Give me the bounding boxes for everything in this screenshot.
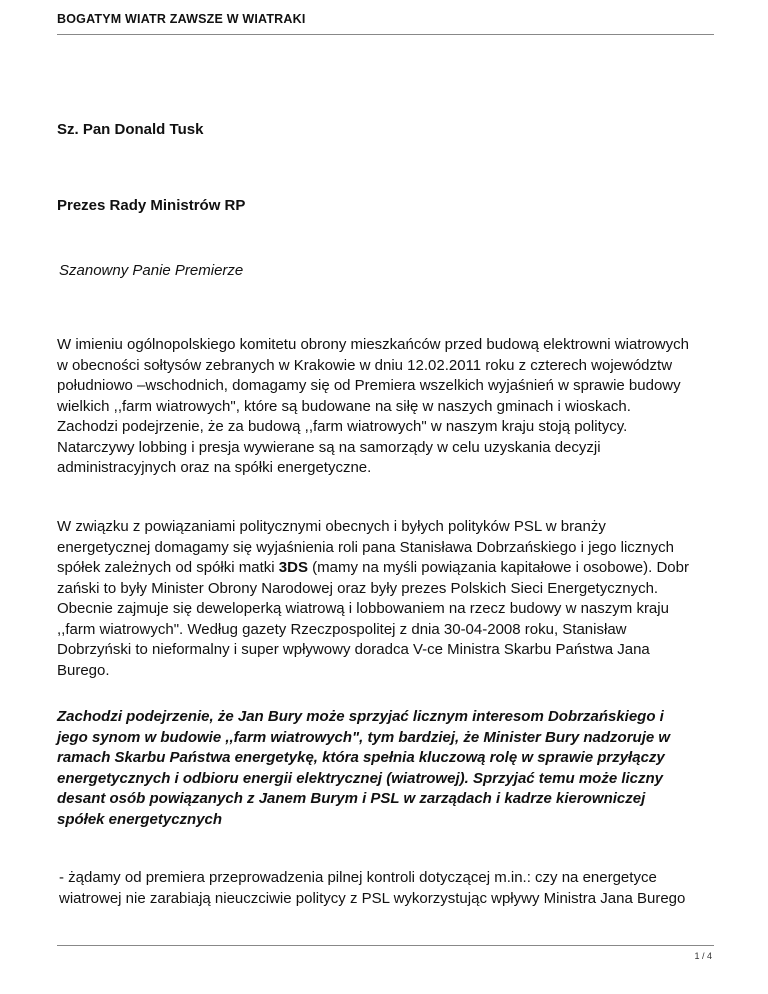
paragraph-line: W imieniu ogólnopolskiego komitetu obrony mieszkańców przed budową elektrowni wiatrowych bbox=[57, 336, 689, 353]
paragraph-line: energetycznych i odbioru energii elektrycznej (wiatrowej). Sprzyjać temu może liczny bbox=[57, 769, 664, 787]
paragraph-line: w obecności sołtysów zebranych w Krakowie w dniu 12.02.2011 roku z czterech województw bbox=[57, 356, 673, 374]
paragraph-line: Natarczywy lobbing i presja wywierane są na samorządy w celu uzyskania decyzji bbox=[57, 438, 601, 456]
header-rule bbox=[57, 34, 714, 35]
paragraph-line: energetycznej domagamy się wyjaśnienia roli pana Stanisława Dobrzańskiego i jego licznych bbox=[57, 538, 674, 556]
paragraph-line: zański to były Minister Obrony Narodowej oraz były prezes Polskich Sieci Energetycznych. bbox=[57, 579, 659, 597]
line-text: (mamy na myśli powiązania kapitałowe i osobowe). Dobr bbox=[307, 559, 689, 576]
page-header-title: BOGATYM WIATR ZAWSZE W WIATRAKI bbox=[57, 12, 306, 26]
paragraph-line: wiatrowej nie zarabiają nieuczciwie politycy z PSL wykorzystując wpływy Ministra Jana Burego bbox=[59, 889, 686, 907]
paragraph-line: Zachodzi podejrzenie, że za budową ,,farm wiatrowych" w naszym kraju stoją politycy. bbox=[57, 418, 628, 435]
company-name-bold: 3DS bbox=[278, 559, 308, 576]
paragraph-2 bbox=[57, 517, 717, 681]
salutation: Szanowny Panie Premierze bbox=[59, 262, 244, 279]
page-number: 1 / 4 bbox=[694, 951, 712, 961]
paragraph-line: desant osób powiązanych z Janem Burym i PSL w zarządach i kadrze kierowniczej bbox=[57, 790, 646, 807]
paragraph-3 bbox=[57, 707, 717, 830]
paragraph-line: Dobrzyński to nieformalny i super wpływowy doradca V-ce Ministra Skarbu Państwa Jana bbox=[57, 641, 650, 658]
paragraph-line: W związku z powiązaniami politycznymi obecnych i byłych polityków PSL w branży bbox=[57, 518, 606, 535]
paragraph-1 bbox=[57, 335, 717, 479]
paragraph-line: ramach Skarbu Państwa energetykę, która spełnia kluczową rolę w sprawie przyłączy bbox=[57, 749, 665, 766]
paragraph-line: jego synom w budowie ,,farm wiatrowych", tym bardziej, że Minister Bury nadzoruje w bbox=[57, 728, 671, 746]
paragraph-line: Obecnie zajmuje się deweloperką wiatrową i lobbowaniem na rzecz budowy w naszym kraju bbox=[57, 600, 669, 617]
paragraph-4 bbox=[59, 868, 719, 909]
paragraph-line bbox=[57, 558, 717, 579]
paragraph-line: administracyjnych oraz na spółki energetyczne. bbox=[57, 459, 372, 476]
line-text: spółek zależnych od spółki matki bbox=[57, 559, 279, 576]
paragraph-line: Burego. bbox=[57, 661, 110, 679]
paragraph-line: Zachodzi podejrzenie, że Jan Bury może sprzyjać licznym interesom Dobrzańskiego i bbox=[57, 708, 664, 725]
paragraph-line: południowo –wschodnich, domagamy się od Premiera wszelkich wyjaśnień w sprawie budowy bbox=[57, 377, 681, 394]
paragraph-line: spółek energetycznych bbox=[57, 810, 223, 828]
paragraph-line: ,,farm wiatrowych". Według gazety Rzeczpospolitej z dnia 30-04-2008 roku, Stanisław bbox=[57, 620, 627, 638]
paragraph-line: wielkich ,,farm wiatrowych", które są budowane na siłę w naszych gminach i wioskach. bbox=[57, 397, 631, 415]
addressee-name: Sz. Pan Donald Tusk bbox=[57, 121, 204, 138]
addressee-role: Prezes Rady Ministrów RP bbox=[57, 197, 246, 214]
paragraph-line: - żądamy od premiera przeprowadzenia pilnej kontroli dotyczącej m.in.: czy na energetyce bbox=[59, 869, 657, 886]
footer-rule bbox=[57, 945, 714, 946]
